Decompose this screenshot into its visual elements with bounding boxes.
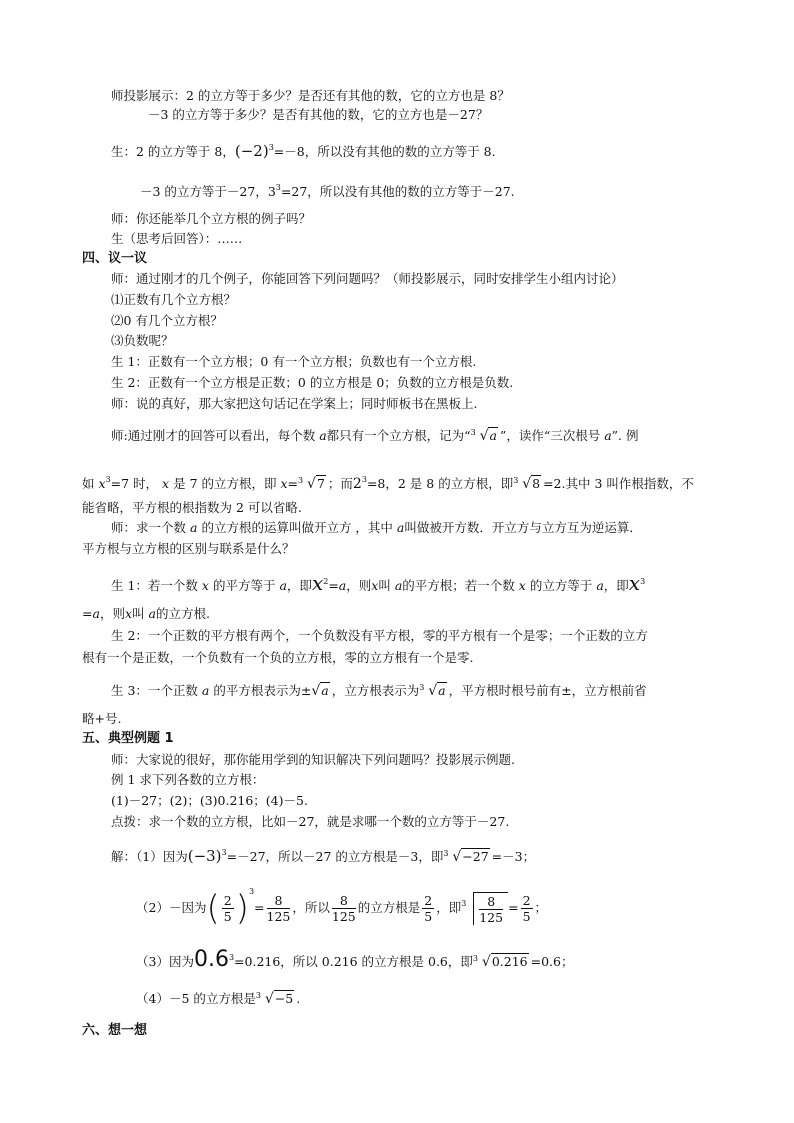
text-line: 生 2：一个正数的平方根有两个，一个负数没有平方根，零的平方根有一个是零；一个正数的立方 (111, 628, 648, 643)
math-expression: (−3) (187, 847, 222, 865)
text-fragment: ”，读作“三次根号 (499, 428, 601, 443)
exponent: 3 (640, 577, 646, 586)
variable: a (319, 428, 327, 443)
numerator: 8 (479, 894, 503, 910)
variable: a (148, 606, 156, 621)
text-fragment: =－8，所以没有其他的数的立方等于 8. (273, 144, 496, 159)
variable: a (394, 578, 403, 593)
text-fragment: －3 的立方等于－27， (140, 184, 268, 199)
text-fragment: 生 1：若一个数 (111, 578, 198, 593)
section-heading: 四、议一议 (82, 251, 148, 266)
text-fragment: = (328, 578, 339, 593)
exponent: 3 (248, 887, 255, 896)
text-fragment: 师：求一个数 (111, 520, 187, 535)
denominator: 5 (424, 909, 433, 924)
solution-line (136, 947, 573, 973)
text-line (111, 571, 646, 595)
variable: x (518, 578, 526, 593)
root-index: 3 (513, 476, 519, 485)
text-line: 如 $x^3=7$ 时， x 是 7 的立方根，即 x= 3 √7 ；而$2^3=8$，2 是 8 的立方根，即 3 √8 =2.其中 3 叫作根指数，不 (82, 475, 694, 492)
text-fragment: =27，所以没有其他的数的立方等于－27. (280, 184, 515, 199)
text-fragment: =8，2 是 8 的立方根，即 (366, 476, 514, 491)
text-fragment: 的平方根；若一个数 (402, 578, 515, 593)
radicand: 0.216 (491, 954, 528, 969)
section-heading: 六、想一想 (82, 1023, 148, 1038)
text-fragment: 生：2 的立方等于 8， (111, 144, 235, 159)
variable: x (311, 571, 324, 595)
text-fragment: ，即 (286, 578, 312, 593)
solution-line (136, 991, 300, 1007)
variable: a (396, 520, 405, 535)
numerator: 2 (223, 893, 232, 908)
cube-root: 3 √−5 (256, 991, 294, 1007)
fraction (521, 893, 533, 924)
question-item: ⑶负数呢？ (111, 333, 174, 348)
text-line (111, 520, 642, 536)
text-fragment: ，则 (346, 578, 372, 593)
variable: x (98, 476, 106, 491)
text-line: 生（思考后回答）：…… (111, 231, 243, 246)
variable: a (201, 683, 210, 698)
fraction (422, 893, 434, 924)
variable: x (162, 476, 170, 491)
text-fragment: 是 7 的立方根，即 (173, 476, 277, 491)
denominator: 125 (266, 909, 291, 924)
text-fragment: ；而 (327, 476, 353, 491)
math-expression: 0.6 (193, 947, 229, 972)
text-fragment: 解：（1）因为 (111, 849, 188, 864)
text-fragment: 都只有一个立方根，记为“ (326, 428, 471, 443)
variable: a (604, 428, 612, 443)
text-line: 师投影展示：2 的立方等于多少？是否还有其他的数，它的立方也是 8？ (111, 88, 510, 103)
text-fragment: ，立方根表示为 (331, 683, 420, 698)
text-fragment: ，即 (603, 578, 629, 593)
text-fragment: （3）因为 (136, 954, 194, 969)
variable: a (190, 520, 198, 535)
radicand: a (489, 428, 497, 443)
numerator: 2 (424, 893, 433, 908)
text-fragment: =－27，所以－27 的立方根是－3，即 (226, 849, 444, 864)
variable: a (338, 578, 347, 593)
text-line (111, 428, 639, 444)
text-fragment: = (82, 606, 93, 621)
text-line: 根有一个是正数，一个负数有一个负的立方根，零的立方根有一个是零. (82, 650, 474, 665)
text-line: 例 1 求下列各数的立方根： (111, 772, 265, 787)
root-index: 3 (443, 849, 449, 858)
cube-root: 3 √a (419, 683, 446, 699)
text-fragment: 的平方根表示为± (213, 683, 312, 698)
radicand: a (438, 683, 446, 698)
text-fragment: =0.6； (530, 954, 574, 969)
text-line (111, 140, 496, 160)
text-line: 生 2：正数有一个立方根是正数；0 的立方根是 0；负数的立方根是负数. (111, 375, 514, 390)
radicand: −5 (274, 991, 294, 1006)
text-fragment: 叫 (378, 578, 391, 593)
text-line (111, 683, 647, 699)
variable: a (279, 578, 287, 593)
exponent: 3 (221, 848, 227, 857)
text-line: 师：说的真好，那大家把这句话记在学案上；同时师板书在黑板上. (111, 396, 478, 411)
numerator: 8 (267, 893, 291, 909)
denominator: 5 (522, 909, 531, 924)
text-fragment: . (296, 991, 301, 1006)
exponent: 3 (268, 143, 274, 152)
section-heading: 五、典型例题 1 (82, 731, 174, 746)
text-line: 能省略，平方根的根指数为 2 可以省略. (82, 500, 302, 515)
math-expression: 3 (267, 184, 276, 199)
text-line: 师：你还能举几个立方根的例子吗？ (111, 211, 312, 226)
square-root: √a (311, 683, 329, 699)
text-fragment: 的立方等于 (529, 578, 593, 593)
solution-line (111, 845, 535, 865)
text-fragment: 的立方根是 (357, 900, 421, 915)
text-fragment: 叫做被开方数．开立方与立方互为逆运算． (404, 520, 642, 535)
text-fragment: ，即 (436, 900, 462, 915)
variable: a (92, 606, 100, 621)
question-item: ⑴正数有几个立方根？ (111, 292, 237, 307)
cube-root: 3 √0.216 (473, 951, 529, 973)
variable: a (596, 578, 604, 593)
text-fragment: 的立方根的运算叫做开立方 ，其中 (201, 520, 393, 535)
right-paren: ) (235, 888, 249, 929)
text-fragment: ，则 (99, 606, 125, 621)
fraction (479, 894, 503, 925)
text-fragment: ，所以 (292, 900, 330, 915)
text-fragment: （4）－5 的立方根是 (136, 991, 256, 1006)
root-index: 3 (461, 899, 467, 908)
variable: x (201, 578, 209, 593)
math-expression: (−2) (234, 142, 269, 160)
variable: x (124, 606, 133, 621)
text-fragment: 的平方等于 (212, 578, 276, 593)
root-index: 3 (298, 476, 304, 485)
text-line (140, 180, 515, 200)
text-fragment: 生 3：一个正数 (111, 683, 198, 698)
text-fragment: （2）－因为 (136, 900, 207, 915)
radicand: −27 (462, 849, 489, 864)
text-line: 生 1：正数有一个立方根；0 有一个立方根；负数也有一个立方根. (111, 354, 477, 369)
text-fragment: =2.其中 3 叫作根指数，不 (543, 476, 694, 491)
denominator: 5 (223, 909, 232, 924)
math-expression: 2 (352, 476, 362, 492)
root-index: 3 (470, 428, 476, 437)
radicand: 8 (532, 476, 541, 491)
text-line: (1)－27；(2)；(3)0.216；(4)－5. (111, 793, 308, 808)
exponent: 3 (361, 475, 367, 484)
text-fragment: 如 (82, 476, 95, 491)
root-index: 3 (419, 683, 425, 692)
fraction (267, 893, 291, 924)
text-line: 师：大家说的很好，那你能用学到的知识解决下列问题吗？投影展示例题. (111, 752, 515, 767)
text-fragment: 师:通过刚才的回答可以看出，每个数 (111, 428, 316, 443)
exponent: 3 (275, 183, 281, 192)
text-fragment: 的立方根. (155, 606, 210, 621)
solution-line: （2）－因为( $\frac{2}{5}$ )$^3$= $\frac{8}{125}$ ，所以 $\frac{8}{125}$ 的立方根是 $\frac{2}{5}$ ，即 3 $\frac{8}{125}$ = $\frac{2}{5}$ ； (136, 887, 548, 929)
text-fragment: =7 时， (110, 476, 159, 491)
text-line: －3 的立方等于多少？是否有其他的数，它的立方也是－27？ (148, 107, 489, 122)
variable: x (628, 571, 641, 595)
left-paren: ( (206, 888, 220, 929)
fraction (332, 893, 356, 924)
fraction (222, 893, 234, 924)
text-fragment: ； (534, 900, 548, 915)
text-fragment: ，平方根时根号前有±，立方根前省 (448, 683, 647, 698)
text-line: 师：通过刚才的几个例子，你能回答下列问题吗？（师投影展示，同时安排学生小组内讨论） (111, 271, 624, 286)
exponent: 2 (323, 577, 329, 586)
question-item: ⑵0 有几个立方根？ (111, 313, 223, 328)
exponent: 3 (105, 475, 111, 484)
text-line: 略+号. (82, 711, 122, 726)
denominator: 125 (479, 910, 504, 925)
text-fragment: ”. 例 (611, 428, 639, 443)
text-line: 点拨：求一个数的立方根，比如－27，就是求哪一个数的立方等于－27. (111, 814, 510, 829)
cube-root: 3 √7 (298, 476, 326, 492)
cube-root: 3 √−27 (443, 849, 489, 865)
variable: x (371, 578, 379, 593)
radicand: a (321, 683, 329, 698)
cube-root: 3 √8 (513, 476, 541, 492)
text-fragment: 叫 (132, 606, 145, 621)
root-index: 3 (255, 991, 261, 1000)
text-fragment: =0.216，所以 0.216 的立方根是 0.6，即 (234, 954, 473, 969)
numerator: 2 (522, 893, 531, 908)
cube-root: 3 √a (471, 428, 498, 444)
numerator: 8 (332, 893, 356, 909)
text-line (82, 606, 210, 622)
text-fragment: =－3； (491, 849, 536, 864)
exponent: 3 (228, 953, 235, 962)
text-line: 平方根与立方根的区别与联系是什么？ (82, 541, 295, 556)
radicand: 7 (316, 476, 325, 491)
denominator: 125 (331, 909, 356, 924)
cube-root (461, 892, 508, 925)
variable: x (280, 476, 288, 491)
root-index: 3 (472, 954, 478, 963)
